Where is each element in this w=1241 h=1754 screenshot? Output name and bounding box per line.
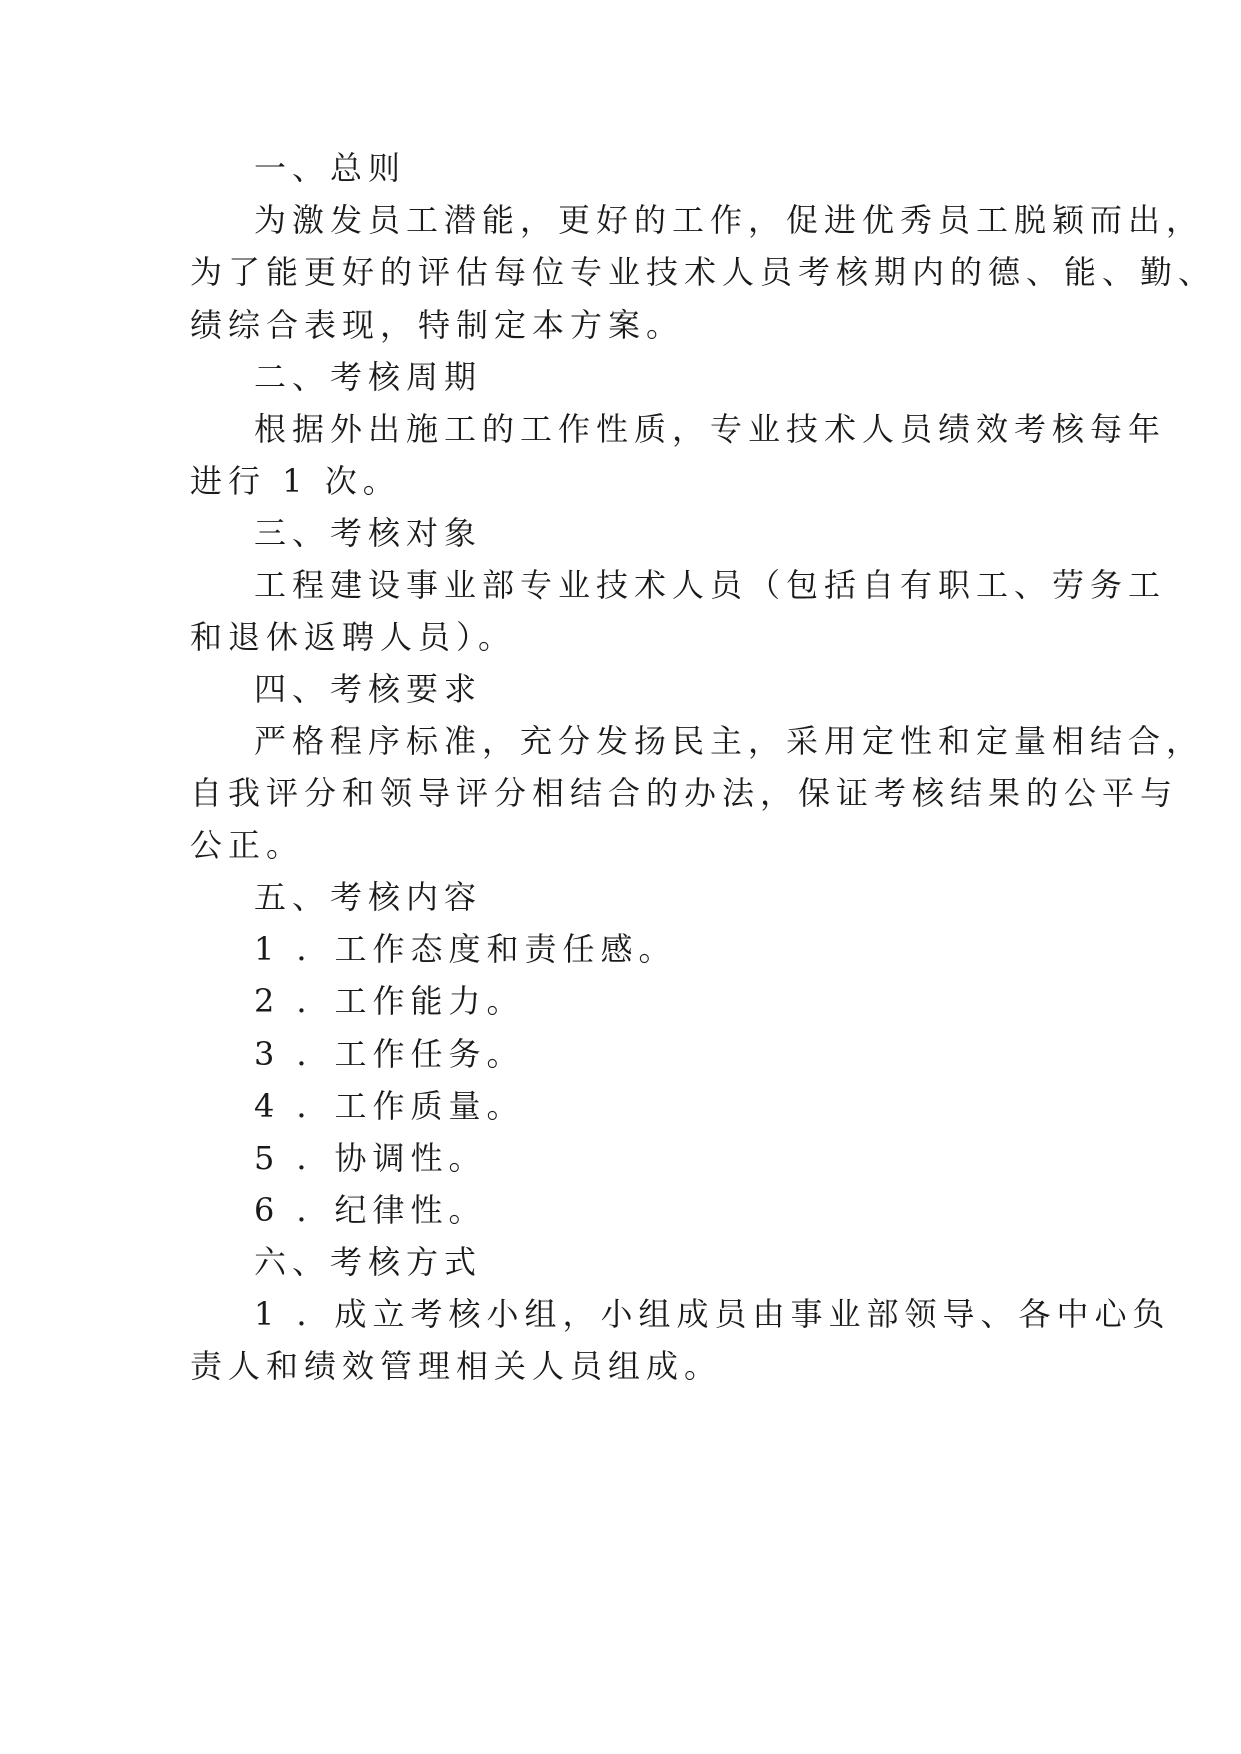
list-item: 6 ．纪律性。 <box>254 1191 487 1229</box>
list-item: 2 ．工作能力。 <box>254 982 525 1020</box>
list-item: 5 ．协调性。 <box>254 1139 487 1177</box>
paragraph-line: 公正。 <box>190 826 305 864</box>
paragraph-line: 为激发员工潜能，更好的工作，促进优秀员工脱颖而出， <box>254 201 1205 239</box>
section-heading-target: 三、考核对象 <box>254 514 483 552</box>
paragraph-line: 和退休返聘人员）。 <box>190 618 517 656</box>
section-heading-period: 二、考核周期 <box>254 358 483 396</box>
list-item: 1 ．工作态度和责任感。 <box>254 930 677 968</box>
section-heading-general: 一、总则 <box>254 149 407 187</box>
list-item: 1 ．成立考核小组，小组成员由事业部领导、各中心负 <box>254 1295 1171 1333</box>
paragraph-line: 责人和绩效管理相关人员组成。 <box>190 1347 723 1385</box>
paragraph-line: 进行 1 次。 <box>190 462 401 500</box>
document-page <box>190 0 1217 1754</box>
paragraph-line: 绩综合表现，特制定本方案。 <box>190 306 685 344</box>
section-heading-method: 六、考核方式 <box>254 1243 483 1281</box>
list-item: 4 ．工作质量。 <box>254 1087 525 1125</box>
section-heading-content: 五、考核内容 <box>254 878 483 916</box>
paragraph-line: 自我评分和领导评分相结合的办法，保证考核结果的公平与 <box>190 774 1179 812</box>
list-item: 3 ．工作任务。 <box>254 1035 525 1073</box>
paragraph-line: 根据外出施工的工作性质，专业技术人员绩效考核每年 <box>254 410 1167 448</box>
paragraph-line: 工程建设事业部专业技术人员（包括自有职工、劳务工 <box>254 566 1167 604</box>
section-heading-requirements: 四、考核要求 <box>254 670 483 708</box>
paragraph-line: 为了能更好的评估每位专业技术人员考核期内的德、能、勤、 <box>190 253 1217 291</box>
paragraph-line: 严格程序标准，充分发扬民主，采用定性和定量相结合， <box>254 722 1205 760</box>
